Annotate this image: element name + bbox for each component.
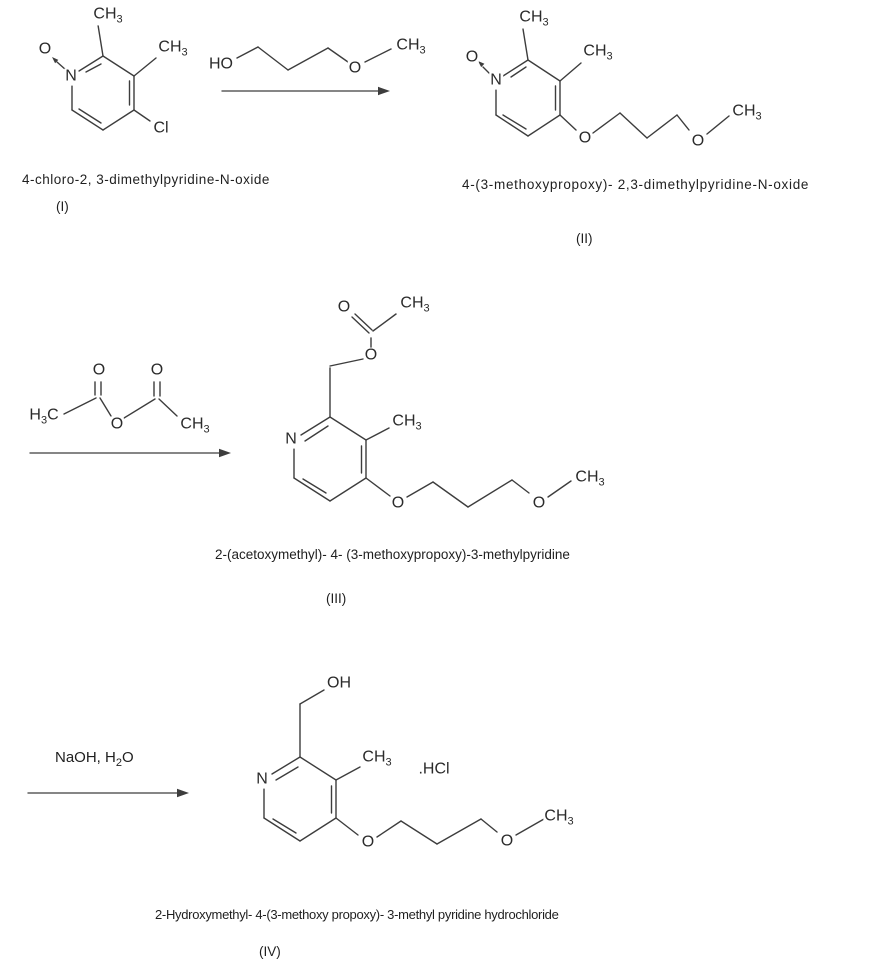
compound-i-c2-methyl-label: [92, 6, 123, 25]
water-o: O: [121, 749, 134, 766]
anhydride-carbonyl-o-left-label: O: [92, 361, 106, 379]
methyl-ch: CH: [519, 8, 543, 26]
anhydride-central-o-label: O: [110, 415, 124, 433]
methyl-ch: CH: [93, 5, 117, 23]
compound-iv-skeleton: [264, 690, 544, 844]
methyl-ch: CH: [400, 294, 424, 312]
compound-ii-c3-methyl-label: [582, 43, 613, 62]
compound-i-chloro-label: Cl: [153, 119, 169, 137]
compound-iv-hcl-salt-label: .HCl: [418, 760, 450, 778]
compound-i-c3-methyl-label: [157, 39, 188, 58]
compound-iv-n-label: N: [256, 770, 268, 788]
compound-iii-acetyl-methyl-label: [399, 295, 430, 314]
compound-iii-name: 2-(acetoxymethyl)- 4- (3-methoxypropoxy)-3-methylpyridine: [215, 547, 570, 562]
step1-reagent-skeleton: [237, 47, 391, 70]
anhydride-methyl-label: [179, 416, 210, 435]
compound-i-numeral: (I): [56, 199, 69, 214]
compound-iii-ester-o-label: O: [364, 346, 378, 364]
step3-reagent-label: [55, 749, 134, 769]
reaction-arrow-3: [28, 789, 189, 797]
compound-ii-numeral: (II): [576, 231, 593, 246]
reagent1-ether-o-label: O: [348, 59, 362, 77]
methyl-ch: CH: [392, 412, 416, 430]
compound-ii-name: 4-(3-methoxypropoxy)- 2,3-dimethylpyridine-N-oxide: [462, 177, 810, 192]
compound-iv-chain-methyl-label: [543, 808, 574, 827]
step2-reagent-skeleton: [64, 382, 177, 418]
water-subscript: 2: [115, 757, 122, 769]
reagent1-methyl-label: [395, 37, 426, 56]
methyl-subscript: 3: [385, 756, 392, 769]
methyl-subscript: 3: [606, 50, 613, 63]
compound-iv-hydroxyl-label: OH: [327, 674, 351, 692]
methyl-ch: CH: [396, 36, 420, 54]
reagent1-hydroxyl-label: HO: [209, 55, 233, 73]
methyl-ch: CH: [583, 42, 607, 60]
arrowhead: [177, 789, 189, 797]
methyl-ch: CH: [362, 748, 386, 766]
compound-iv-aryl-ether-o-label: O: [361, 833, 375, 851]
methyl-subscript: 3: [423, 302, 430, 315]
methyl-ch: CH: [180, 415, 204, 433]
methyl-subscript: 3: [116, 13, 123, 26]
compound-iii-c3-methyl-label: [391, 413, 422, 432]
compound-i-n-label: N: [65, 67, 77, 85]
compound-iv-chain-ether-o-label: O: [500, 832, 514, 850]
compound-iii-chain-ether-o-label: O: [532, 494, 546, 512]
methyl-subscript: 3: [203, 423, 210, 436]
compound-i-oxide-o-label: O: [38, 40, 52, 58]
methyl-ch: CH: [732, 102, 756, 120]
compound-ii-n-label: N: [490, 71, 502, 89]
methyl-subscript: 3: [181, 46, 188, 59]
anhydride-carbonyl-o-right-label: O: [150, 361, 164, 379]
compound-iii-skeleton: [294, 314, 571, 507]
reaction-arrow-2: [30, 449, 231, 457]
compound-iv-c3-methyl-label: [361, 749, 392, 768]
compound-iv-name: 2-Hydroxymethyl- 4-(3-methoxy propoxy)- 3-methyl pyridine hydrochloride: [155, 907, 559, 922]
compound-ii-chain-methyl-label: [731, 103, 762, 122]
naoh-text: NaOH, H: [55, 749, 116, 766]
compound-iii-carbonyl-o-label: O: [337, 298, 351, 316]
c: C: [47, 406, 59, 424]
methyl-ch: CH: [544, 807, 568, 825]
compound-ii-chain-ether-o-label: O: [691, 132, 705, 150]
compound-ii-c2-methyl-label: [518, 9, 549, 28]
methyl-subscript: 3: [598, 476, 605, 489]
methyl-ch: CH: [575, 468, 599, 486]
compound-i-name: 4-chloro-2, 3-dimethylpyridine-N-oxide: [22, 172, 270, 187]
methyl-subscript: 3: [415, 420, 422, 433]
compound-iii-numeral: (III): [326, 591, 347, 606]
reaction-arrow-1: [222, 87, 390, 95]
methyl-ch: CH: [158, 38, 182, 56]
compound-iii-chain-methyl-label: [574, 469, 605, 488]
subscript: 3: [40, 414, 48, 427]
compound-iii-n-label: N: [285, 430, 297, 448]
compound-iv-numeral: (IV): [259, 944, 281, 959]
anhydride-h3c-label: [28, 407, 59, 426]
compound-iii-aryl-ether-o-label: O: [391, 494, 405, 512]
arrowhead: [378, 87, 390, 95]
compound-ii-aryl-ether-o-label: O: [578, 129, 592, 147]
arrowhead: [219, 449, 231, 457]
h: H: [29, 406, 41, 424]
methyl-subscript: 3: [755, 110, 762, 123]
compound-ii-oxide-o-label: O: [465, 48, 479, 66]
methyl-subscript: 3: [542, 16, 549, 29]
methyl-subscript: 3: [567, 815, 574, 828]
methyl-subscript: 3: [419, 44, 426, 57]
